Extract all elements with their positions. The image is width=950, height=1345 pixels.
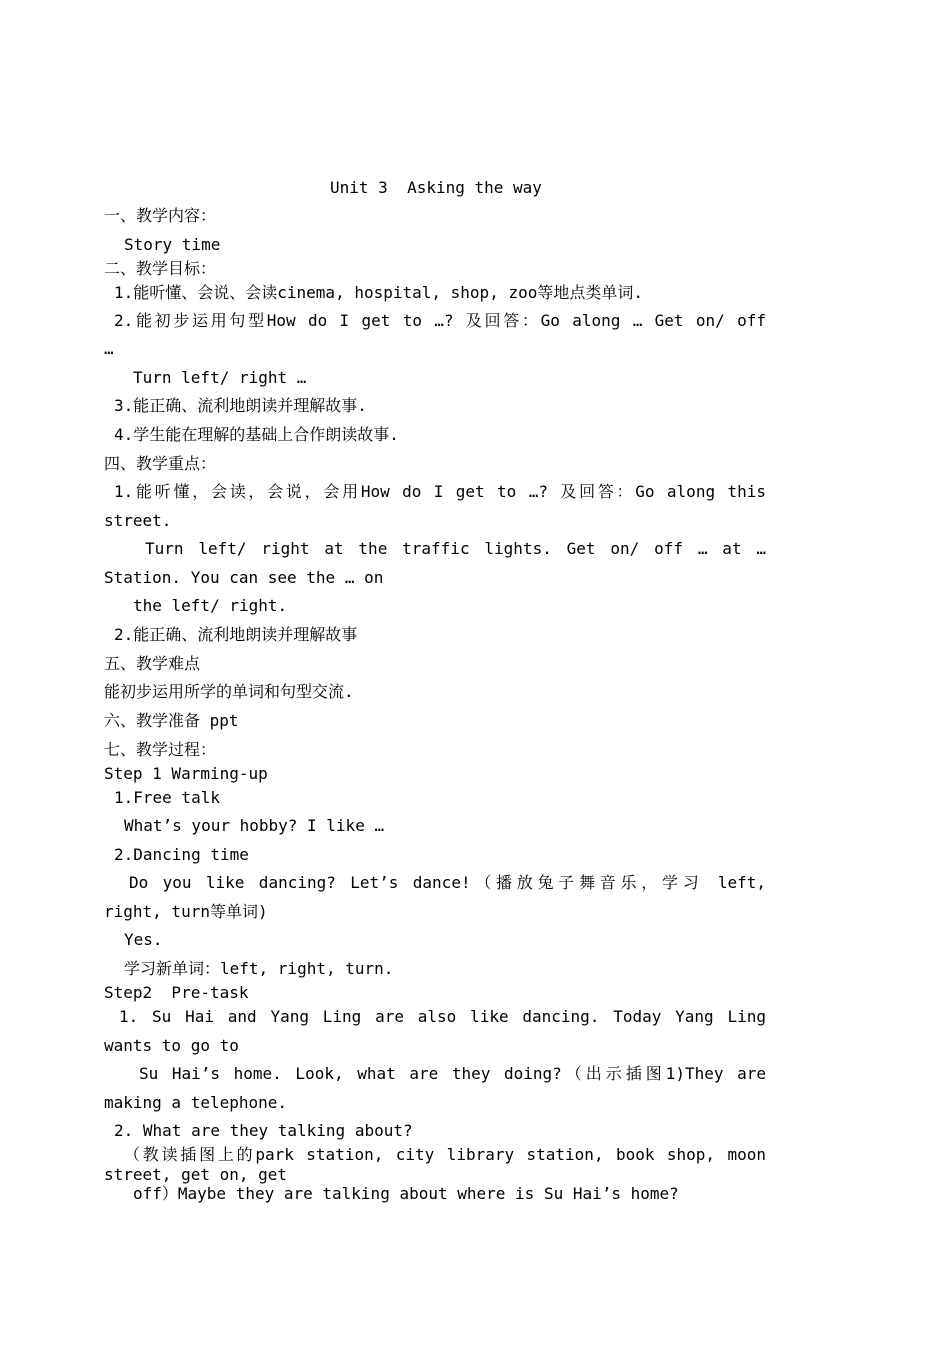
section-1-heading: 一、教学内容：	[104, 206, 217, 225]
objective-3: 3.能正确、流利地朗读并理解故事.	[114, 396, 367, 415]
page-title: Unit 3 Asking the way	[330, 178, 542, 197]
step-1-dance-question: Do you like dancing? Let’s dance!（播放兔子舞音乐，学习 left,	[129, 873, 766, 892]
objective-2: 2.能初步运用句型How do I get to …? 及回答：Go along … Get on/ off	[114, 311, 766, 330]
section-6-heading: 六、教学准备 ppt	[104, 711, 239, 730]
step-1-yes: Yes.	[124, 930, 163, 949]
objective-2-continuation: …	[104, 339, 114, 358]
step-2-heading: Step2 Pre-task	[104, 983, 249, 1002]
step-1-new-words: 学习新单词：left, right, turn.	[124, 959, 394, 978]
step-2-item-1: 1. Su Hai and Yang Ling are also like dancing. Today Yang Ling	[119, 1007, 766, 1026]
step-2-item-2-off: off）Maybe they are talking about where is Su Hai’s home?	[133, 1184, 679, 1203]
section-4-heading: 四、教学重点：	[104, 454, 217, 473]
step-1-dance-continuation: right, turn等单词)	[104, 902, 268, 921]
step-2-item-2: 2. What are they talking about?	[114, 1121, 413, 1140]
step-2-item-1-home: Su Hai’s home. Look, what are they doing?（出示插图1)They are	[139, 1064, 766, 1083]
key-point-1-side: the left/ right.	[133, 596, 288, 615]
step-2-item-2-teach: （教读插图上的park station, city library station, book shop, moon	[124, 1145, 766, 1164]
step-1-hobby: What’s your hobby? I like …	[124, 816, 385, 835]
step-1-dancing-time: 2.Dancing time	[114, 845, 249, 864]
step-1-heading: Step 1 Warming-up	[104, 764, 268, 783]
objective-2-turn: Turn left/ right …	[133, 368, 307, 387]
key-point-1: 1.能听懂，会读，会说，会用How do I get to …? 及回答：Go along this	[114, 482, 766, 501]
objective-4: 4.学生能在理解的基础上合作朗读故事.	[114, 425, 399, 444]
key-point-1-continuation: street.	[104, 511, 172, 530]
key-point-2: 2.能正确、流利地朗读并理解故事	[114, 625, 358, 644]
key-point-1-turn: Turn left/ right at the traffic lights. Get on/ off … at …	[145, 539, 766, 558]
step-2-item-1-continuation: wants to go to	[104, 1036, 239, 1055]
content-story-time: Story time	[124, 235, 221, 254]
difficulty-text: 能初步运用所学的单词和句型交流.	[104, 682, 354, 701]
section-2-heading: 二、教学目标：	[104, 259, 217, 278]
section-7-heading: 七、教学过程：	[104, 740, 217, 759]
key-point-1-station: Station. You can see the … on	[104, 568, 384, 587]
step-1-free-talk: 1.Free talk	[114, 788, 220, 807]
step-2-item-1-making: making a telephone.	[104, 1093, 288, 1112]
step-2-item-2-continuation: street, get on, get	[104, 1165, 288, 1184]
section-5-heading: 五、教学难点	[104, 654, 201, 673]
objective-1: 1.能听懂、会说、会读cinema, hospital, shop, zoo等地点类单词.	[114, 283, 643, 302]
